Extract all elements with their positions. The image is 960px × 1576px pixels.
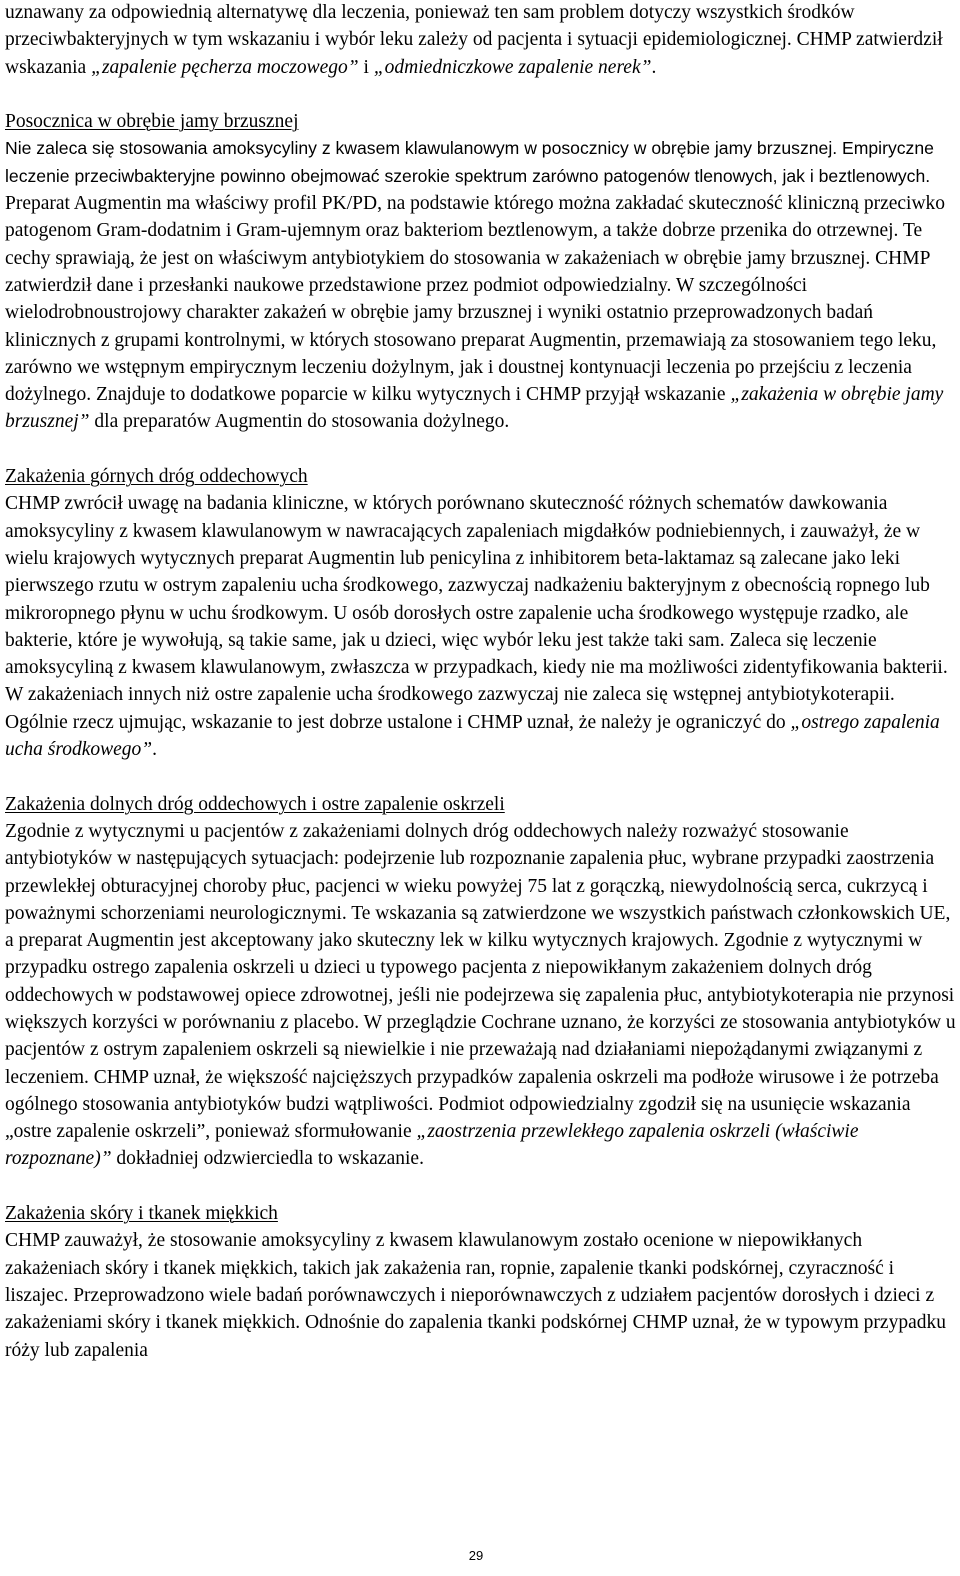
section-heading: Zakażenia skóry i tkanek miękkich	[5, 1203, 278, 1225]
section-heading: Zakażenia dolnych dróg oddechowych i ostre zapalenie oskrzeli	[5, 793, 505, 815]
indication-cystitis: „zapalenie pęcherza moczowego”	[91, 56, 359, 78]
section-text: CHMP zwrócił uwagę na badania kliniczne, w których porównano skuteczność różnych schematów dawkowania amoksycyliny z kwasem klawulanowym w nawracających zapaleniach migdałków podniebiennych, i zauważył, że w wielu krajowych wytycznych preparat Augmentin lub penicylina z inhibitorem beta-laktamaz są zalecane jako leki pierwszego rzutu w ostrym zapaleniu ucha środkowego, zazwyczaj nadkażeniu bakteryjnym z obecnością ropnego lub mikroropnego płynu w uchu środkowym. U osób dorosłych ostre zapalenie ucha środkowego występuje rzadko, ale bakterie, które je wywołują, są takie same, jak u dzieci, więc wybór leku jest także taki sam. Zaleca się leczenie amoksycyliną z kwasem klawulanowym, zwłaszcza w przypadkach, kiedy nie ma możliwości zidentyfikowania bakterii. W zakażeniach innych niż ostre zapalenie ucha środkowego zazwyczaj nie zaleca się wstępnej antybiotykoterapii. Ogólnie rzecz ujmując, wskazanie to jest dobrze ustalone i CHMP uznał, że należy je ograniczyć do	[5, 493, 948, 733]
section-gap	[5, 81, 957, 108]
intro-end: .	[651, 56, 657, 78]
section-text-end: .	[152, 739, 158, 761]
section-lower-respiratory	[5, 791, 957, 1173]
section-heading: Zakażenia górnych dróg oddechowych	[5, 466, 308, 488]
section-text: CHMP zauważył, że stosowanie amoksycyliny z kwasem klawulanowym zostało ocenione w niepowikłanych zakażeniach skóry i tkanek miękkich, takich jak zakażenia ran, ropnie, zapalenie tkanki podskórnej, czyraczność i liszajec. Przeprowadzono wiele badań porównawczych i nieporównawczych z udziałem pacjentów dorosłych i dzieci z zakażeniami skóry i tkanek miękkich. Odnośnie do zapalenia tkanki podskórnej CHMP uznał, że w typowym przypadku róży lub zapalenia	[5, 1230, 946, 1361]
section-gap	[5, 1173, 957, 1200]
document-body	[5, 0, 957, 1364]
indication-bronchitis: „zaostrzenia przewlekłego zapalenia oskrzeli (właściwie rozpoznane)”	[5, 1121, 859, 1170]
section-paragraph	[5, 818, 957, 1173]
section-gap	[5, 436, 957, 463]
indication-otitis: „ostrego zapalenia ucha środkowego”	[5, 711, 940, 761]
indication-pyelonephritis: „odmiedniczkowe zapalenie nerek”	[373, 56, 652, 78]
section-gap	[5, 763, 957, 790]
section-upper-respiratory	[5, 463, 957, 763]
section-text-end: dla preparatów Augmentin do stosowania dożylnego.	[89, 411, 510, 433]
section-text: Preparat Augmentin ma właściwy profil PK/PD, na podstawie którego można zakładać skuteczność kliniczną przeciwko patogenom Gram-dodatnim i Gram-ujemnym oraz bakteriom beztlenowym, a także dobrze przenika do otrzewnej. Te cechy sprawiają, że jest on właściwym antybiotykiem do stosowania w zakażeniach w obrębie jamy brzusznej. CHMP zatwierdził dane i przesłanki naukowe przedstawione przez podmiot odpowiedzialny. W szczególności wielodrobnoustrojowy charakter zakażeń w obrębie jamy brzusznej i wyniki ostatnio przeprowadzonych badań klinicznych z grupami kontrolnymi, w których stosowano preparat Augmentin, przemawiają za stosowaniem tego leku, zarówno we wstępnym empirycznym leczeniu dożylnym, jak i doustnej kontynuacji leczenia po przejściu z leczenia dożylnego. Znajduje to dodatkowe poparcie w kilku wytycznych i CHMP przyjął wskazanie	[5, 193, 946, 406]
section-skin-soft-tissue	[5, 1200, 957, 1364]
section-abdominal-sepsis	[5, 108, 957, 436]
intro-paragraph	[5, 0, 957, 81]
section-paragraph	[5, 1227, 957, 1363]
indication-abdominal: „zakażenia w obrębie jamy brzusznej”	[5, 384, 944, 433]
intro-text: uznawany za odpowiednią alternatywę dla leczenia, ponieważ ten sam problem dotyczy wszystkich środków przeciwbakteryjnych w tym wskazaniu i wybór leku zależy od pacjenta i sytuacji epidemiologicznej. CHMP zatwierdził wskazania	[5, 2, 943, 78]
section-text-sans: Nie zaleca się stosowania amoksycyliny z kwasem klawulanowym w posocznicy w obrębie jamy brzusznej. Empiryczne leczenie przeciwbakteryjne powinno obejmować szerokie spektrum zarówno patogenów tlenowych, jak i beztlenowych.	[5, 138, 934, 186]
intro-connector: i	[358, 56, 374, 78]
page-number: 29	[468, 1548, 484, 1563]
section-text: Zgodnie z wytycznymi u pacjentów z zakażeniami dolnych dróg oddechowych należy rozważyć stosowanie antybiotyków w następujących sytuacjach: podejrzenie lub rozpoznanie zapalenia płuc, wybrane przypadki zaostrzenia przewlekłej obturacyjnej choroby płuc, pacjenci w wieku powyżej 75 lat z gorączką, niewydolnością serca, cukrzycą i poważnymi schorzeniami neurologicznymi. Te wskazania są zatwierdzone we wszystkich państwach członkowskich UE, a preparat Augmentin jest akceptowany jako skuteczny lek w kilku wytycznych krajowych. Zgodnie z wytycznymi w przypadku ostrego zapalenia oskrzeli u dzieci u typowego pacjenta z niepowikłanym zakażeniem dolnych dróg oddechowych w podstawowej opiece zdrowotnej, jeśli nie podejrzewa się zapalenia płuc, antybiotykoterapia nie przynosi większych korzyści w porównaniu z placebo. W przeglądzie Cochrane uznano, że korzyści ze stosowania antybiotyków u pacjentów z ostrym zapaleniem oskrzeli są niewielkie i nie przeważają nad działaniami niepożądanymi związanymi z leczeniem. CHMP uznał, że większość najcięższych przypadków zapalenia oskrzeli ma podłoże wirusowe i że potrzeba ogólnego stosowania antybiotyków budzi wątpliwości. Podmiot odpowiedzialny zgodził się na usunięcie wskazania „ostre zapalenie oskrzeli”, ponieważ sformułowanie	[5, 820, 956, 1143]
section-paragraph	[5, 135, 957, 435]
section-heading: Posocznica w obrębie jamy brzusznej	[5, 111, 299, 133]
section-paragraph	[5, 490, 957, 763]
section-text-end: dokładniej odzwierciedla to wskazanie.	[111, 1148, 424, 1170]
